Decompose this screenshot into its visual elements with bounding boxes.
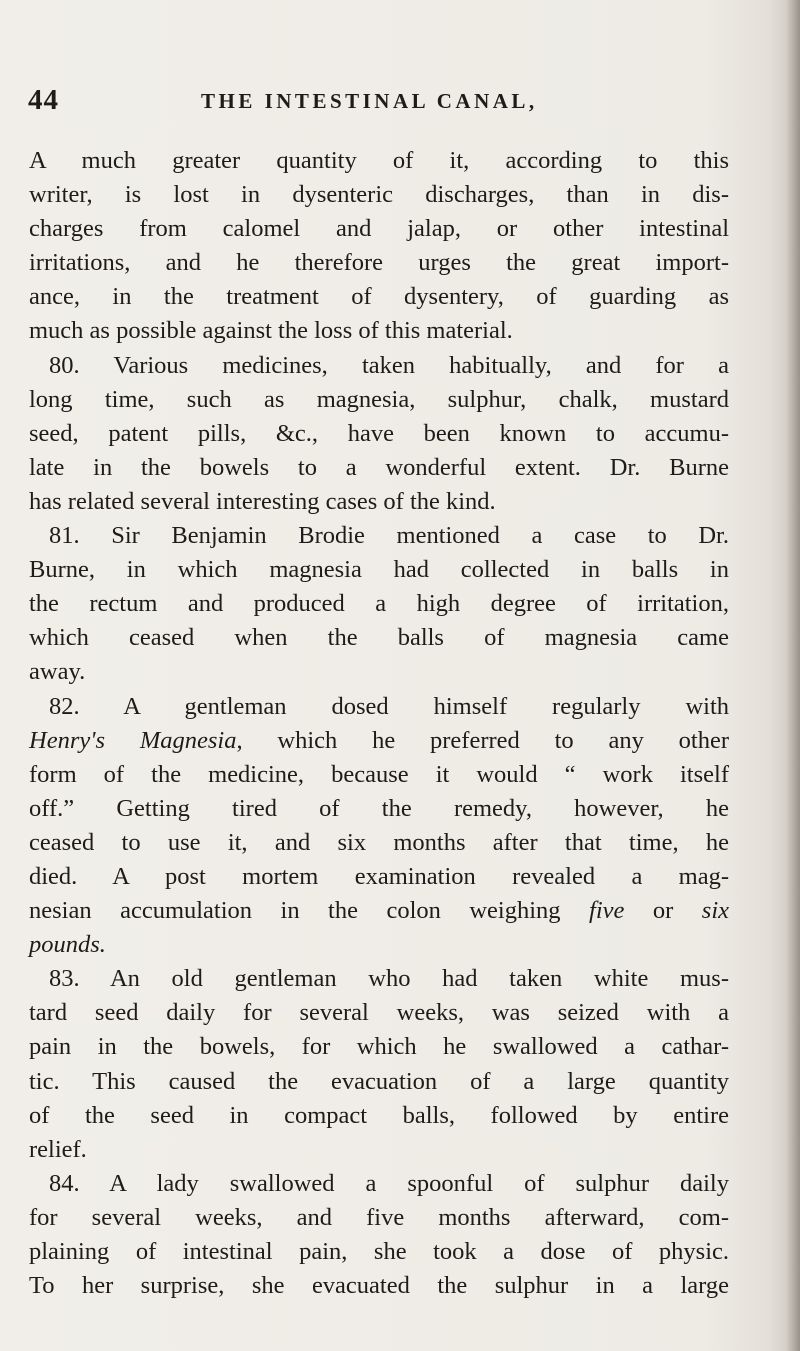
text-line: away. [29, 658, 86, 686]
text-line: much as possible against the loss of this material. [29, 317, 513, 345]
text-line: 83. An old gentleman who had taken white mus- [49, 965, 729, 993]
paragraph-81-body [29, 553, 729, 689]
paragraph-83-body [29, 996, 729, 1166]
text-line: died. A post mortem examination revealed a mag- [29, 862, 729, 890]
text-line: To her surprise, she evacuated the sulphur in a large [29, 1272, 729, 1300]
text-line: plaining of intestinal pain, she took a dose of physic. [29, 1238, 729, 1265]
paragraph-84-body [29, 1201, 729, 1303]
text-line: for several weeks, and five months afterward, com- [29, 1203, 729, 1231]
text-line: late in the bowels to a wonderful extent. Dr. Burne [29, 453, 729, 481]
paragraph-83 [29, 962, 729, 996]
text-line-italic-start: Henry's Magnesia, which he preferred to any other [29, 726, 730, 754]
text-line: has related several interesting cases of the kind. [29, 487, 496, 515]
text-line: of the seed in compact balls, followed by entire [29, 1101, 729, 1129]
text-line: ceased to use it, and six months after that time, he [29, 828, 729, 856]
text-line: tard seed daily for several weeks, was seized with a [29, 999, 729, 1027]
text-line: long time, such as magnesia, sulphur, chalk, mustard [29, 385, 729, 413]
text-line: writer, is lost in dysenteric discharges, than in dis- [29, 181, 729, 209]
text-line: nesian accumulation in the colon weighing five or six [29, 897, 729, 925]
text-line: seed, patent pills, &c., have been known to accumu- [29, 419, 729, 447]
paragraph-82 [29, 690, 729, 724]
page-edge-shadow [786, 0, 800, 1351]
text-line: charges from calomel and jalap, or other intestinal [29, 215, 729, 243]
text-line: Burne, in which magnesia had collected in balls in [29, 556, 729, 584]
body-text [29, 144, 729, 1303]
paragraph-82-body [29, 724, 729, 963]
paragraph-continued [29, 144, 729, 349]
text-line: A much greater quantity of it, according to this [29, 147, 729, 174]
text-line: the rectum and produced a high degree of irritation, [29, 590, 729, 618]
text-line: which ceased when the balls of magnesia came [29, 624, 729, 652]
text-line: pain in the bowels, for which he swallowed a cathar- [29, 1033, 729, 1061]
text-line: 80. Various medicines, taken habitually, and for a [49, 351, 729, 379]
text-line: form of the medicine, because it would “ work itself [29, 760, 729, 788]
text-line: relief. [29, 1135, 87, 1163]
paragraph-84 [29, 1167, 729, 1201]
text-line: irritations, and he therefore urges the great import- [29, 249, 729, 277]
paragraph-81 [29, 519, 729, 553]
text-line: 82. A gentleman dosed himself regularly with [49, 692, 729, 720]
page-header [28, 84, 758, 124]
paragraph-80-body [29, 383, 729, 519]
text-line: 84. A lady swallowed a spoonful of sulphur daily [49, 1169, 729, 1197]
text-line: off.” Getting tired of the remedy, however, he [29, 794, 729, 822]
page-number: 44 [28, 84, 59, 116]
text-line: tic. This caused the evacuation of a large quantity [29, 1067, 729, 1095]
paragraph-80 [29, 349, 729, 383]
running-head: THE INTESTINAL CANAL, [201, 89, 538, 113]
text-line: ance, in the treatment of dysentery, of guarding as [29, 283, 729, 311]
text-line-italic: pounds. [29, 931, 106, 959]
text-line: 81. Sir Benjamin Brodie mentioned a case to Dr. [49, 522, 729, 550]
